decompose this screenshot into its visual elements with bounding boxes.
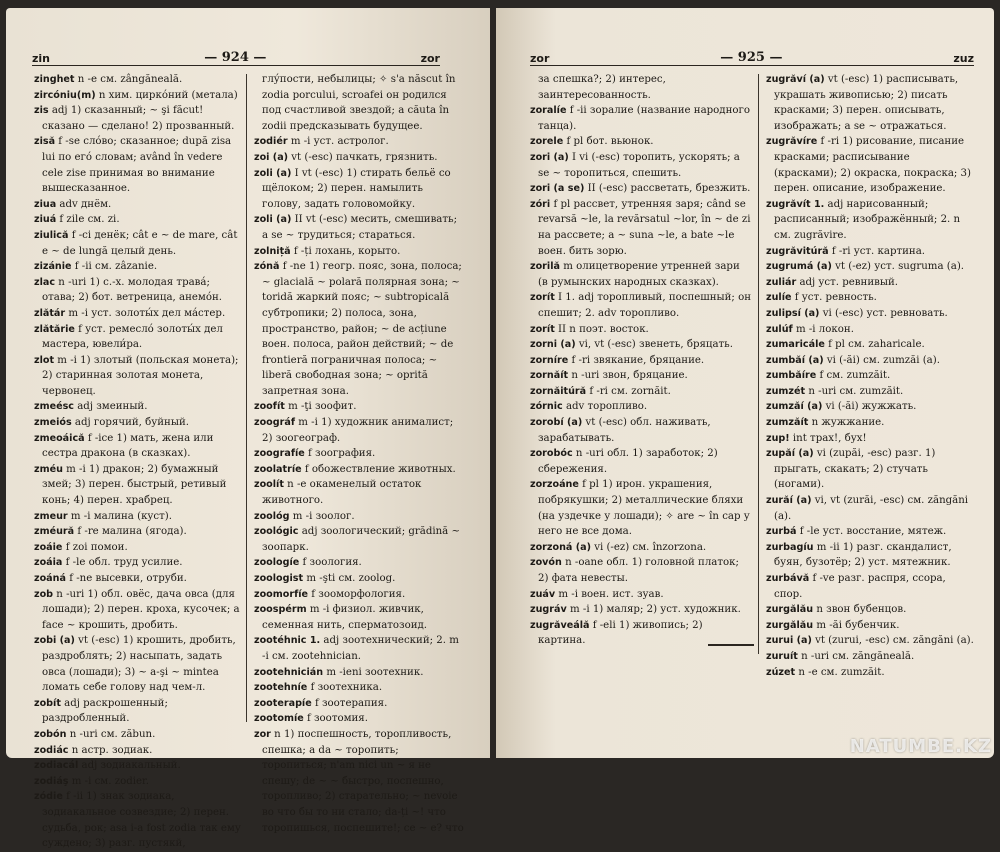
watermark: NATUMBE.KZ — [849, 736, 992, 757]
dictionary-entry: zumbăíre f см. zumzăit. — [766, 370, 891, 382]
dictionary-entry: zugrumá (a) vt (-ez) уст. sugruma (a). — [766, 261, 965, 273]
left-column-divider — [246, 74, 247, 722]
dictionary-entry: zugrăveálă f -eli 1) живопись; 2) картина. — [530, 619, 703, 647]
dictionary-entry: zoralíe f -ii зоралие (название народного танца). — [530, 105, 750, 132]
dictionary-entry: zorobí (a) vt (-esc) обл. наживать, зарабатывать. — [530, 417, 711, 444]
dictionary-entry: zurgălău m -ăi бубенчик. — [766, 619, 900, 631]
dictionary-entry: zoli (a) II vt (-esc) месить, смешивать; a se ~ трудиться; стараться. — [254, 214, 458, 241]
dictionary-entry: zorníre f -ri звякание, бряцание. — [530, 354, 705, 366]
dictionary-entry: zugrăvitúră f -ri уст. картина. — [766, 245, 926, 257]
dictionary-entry: zorele f pl бот. вьюнок. — [530, 136, 654, 148]
dictionary-entry: zulíe f уст. ревность. — [766, 292, 877, 304]
dictionary-entry: zis adj 1) сказанный; ~ şi făcut! сказано — сделано! 2) прозванный. — [34, 105, 235, 132]
dictionary-entry: zorít II n поэт. восток. — [530, 323, 649, 335]
dictionary-entry: zmeiós adj горячий, буйный. — [34, 417, 189, 429]
left-guide-word-first: zin — [32, 52, 51, 65]
dictionary-entry: zoologist m -şti см. zoolog. — [254, 573, 396, 584]
dictionary-entry: zinghet n -e см. zângăneală. — [34, 74, 183, 85]
dictionary-entry: zolniță f -ți лохань, корыто. — [254, 245, 401, 257]
dictionary-entry: zoáia f -le обл. труд усилие. — [34, 557, 183, 569]
right-page-number: — 925 — — [720, 50, 783, 65]
dictionary-entry: zodiér m -i уст. астролог. — [254, 136, 389, 148]
dictionary-entry: zori (a) I vi (-esc) торопить, ускорять; a se ~ торопиться, спешить. — [530, 151, 740, 179]
dictionary-entry: zootehníe f зоотехника. — [254, 682, 383, 694]
dictionary-entry: zuliár adj уст. ревнивый. — [766, 276, 898, 288]
dictionary-entry: zurbá f -le уст. восстание, мятеж. — [766, 526, 947, 538]
dictionary-entry: zónă f -ne 1) геогр. пояс, зона, полоса; ~ glacială ~ polară полярная зона; ~ toridă жаркий пояс; ~ subtropicală субтропики; 2) полоса, зона, пространство, район; ~ de acțiune воен. полоса, район действий; ~ de frontieră пограничная полоса; ~ liberă свободная зона; ~ oprită запретная зона. — [254, 261, 462, 397]
dictionary-entry: zorzoáne f pl 1) ирон. украшения, побрякушки; 2) металлические бляхи (на уздечке у лошади); ✧ are ~ în cap у него не все дома. — [530, 479, 750, 538]
dictionary-entry: zoáie f zoi помои. — [34, 541, 128, 553]
dictionary-entry: zootehnicián m -ieni зоотехник. — [254, 666, 424, 678]
dictionary-entry: zornăitúră f -ri см. zornăit. — [530, 385, 671, 397]
dictionary-entry: zoi (a) vt (-esc) пачкать, грязнить. — [254, 151, 438, 163]
dictionary-entry: zoomorfíe f зооморфология. — [254, 588, 406, 600]
dictionary-entry: zoolatríe f обожествление животных. — [254, 463, 456, 475]
dictionary-entry: zisă f -se сло́во; сказанное; după zisa lui по его́ словам; având în vedere cele zise принимая во внимание вышесказанное. — [34, 136, 232, 195]
right-guide-word-first: zor — [530, 52, 550, 65]
right-page-column-2 — [766, 72, 974, 680]
dictionary-entry: zorobóc n -uri обл. 1) заработок; 2) сбережения. — [530, 448, 718, 475]
dictionary-entry: zugrăvíre f -ri 1) рисование, писание красками; расписывание (красками); 2) окраска, покраска; 3) перен. описание, изображение. — [766, 136, 972, 195]
dictionary-entry: zorni (a) vi, vt (-esc) звенеть, бряцать. — [530, 339, 733, 351]
dictionary-entry: zmeur m -i малина (куст). — [34, 510, 172, 522]
dictionary-entry: zovón n -oane обл. 1) головной платок; 2) фата невесты. — [530, 557, 739, 584]
left-page-column-2 — [254, 72, 464, 836]
left-guide-word-last: zor — [420, 52, 440, 65]
dictionary-entry: zor n 1) поспешность, торопливость, спешка; a da ~ торопить; торопиться; n'am nici un ~ я не спешу; de ~ ~ быстро, поспешно, торопливо; 2) старательно; ~ nevoie во что бы то ни стало; da-ți ~! что торопишься, поспешите!; ce ~ e? что — [254, 728, 464, 834]
dictionary-entry: zurbagíu m -ii 1) разг. скандалист, буян, бузотёр; 2) уст. мятежник. — [766, 541, 952, 569]
dictionary-entry: zurui (a) vt (zurui, -esc) см. zăngăni (a). — [766, 635, 974, 647]
dictionary-entry: zumzăí (a) vi (-ăi) жужжать. — [766, 401, 917, 413]
dictionary-entry: zoologíe f зоология. — [254, 557, 362, 569]
dictionary-entry: zoáná f -ne высевки, отруби. — [34, 573, 187, 584]
dictionary-entry: zugrăvít 1. adj нарисованный; расписанный; изображённый; 2. n см. zugrăvire. — [766, 198, 961, 241]
dictionary-entry: zootomíe f зоотомия. — [254, 713, 368, 725]
dictionary-entry: zootéhnic 1. adj зоотехнический; 2. m -i см. zootehnician. — [254, 635, 459, 662]
dictionary-entry: zoológ m -i зоолог. — [254, 510, 355, 522]
dictionary-entry: zumaricále f pl см. zaharicale. — [766, 339, 925, 351]
dictionary-entry: zmeoáică f -ice 1) мать, жена или сестра дракона (в сказках). — [34, 432, 214, 460]
right-page-header — [530, 40, 974, 66]
right-column-divider — [758, 74, 759, 654]
dictionary-entry: zizánie f -ii см. zâzanie. — [34, 261, 158, 273]
dictionary-entry: zméură f -re малина (ягода). — [34, 526, 187, 538]
dictionary-entry: zugrăví (a) vt (-esc) 1) расписывать, украшать живописью; 2) писать красками; 3) перен. описывать, изображать; a se ~ отражаться. — [766, 74, 959, 132]
dictionary-entry: zódie f -ii 1) знак зодиака, зодиакальное созвездие; 2) перен. судьба, рок; asa i-a fost zodia так ему суждено; 3) разг. пустякй, — [34, 791, 241, 850]
dictionary-entry: zoográf m -i 1) художник анималист; 2) зоогеограф. — [254, 417, 454, 444]
right-page — [496, 8, 994, 758]
dictionary-entry: zumzét n -uri см. zumzăit. — [766, 385, 904, 397]
dictionary-entry: zugráv m -i 1) маляр; 2) уст. художник. — [530, 604, 741, 616]
dictionary-entry: zorít I 1. adj торопливый, поспешный; он спешит; 2. adv торопливо. — [530, 292, 752, 319]
dictionary-entry: zodiác n астр. зодиак. — [34, 744, 153, 756]
dictionary-entry: zlătărie f уст. ремесло́ золоты́х дел мастера, ювели́ра. — [34, 323, 223, 351]
dictionary-entry: ziulică f -ci денёк; cât e ~ de mare, cât e ~ de lungă целый день. — [34, 229, 238, 257]
dictionary-entry: zoli (a) I vt (-esc) 1) стирать бельё со щёлоком; 2) перен. намылить голову, задать головомойку. — [254, 167, 451, 210]
dictionary-entry: zodiáş m -i см. zodier. — [34, 775, 149, 787]
dictionary-entry: zornăít n -uri звон, бряцание. — [530, 370, 688, 382]
dictionary-entry: ziua adv днём. — [34, 198, 112, 210]
dictionary-entry: zuruít n -uri см. zăngăneală. — [766, 650, 915, 662]
left-page-header — [32, 40, 440, 66]
dictionary-entry: zulipsí (a) vi (-esc) уст. ревновать. — [766, 307, 948, 319]
dictionary-entry: zúzet n -e см. zumzăit. — [766, 666, 885, 678]
dictionary-entry: zlac n -uri 1) с.-х. молодая трава́; отава; 2) бот. ветреница, анемо́н. — [34, 276, 223, 304]
dictionary-entry: zmeésc adj змеиный. — [34, 401, 148, 413]
dictionary-entry: zooterapíe f зоотерапия. — [254, 697, 388, 709]
dictionary-entry: zircóniu(m) n хим. цирко́ний (метала) — [34, 89, 238, 101]
dictionary-entry: zob n -uri 1) обл. овёс, дача овса (для лошади); 2) перен. кроха, кусочек; a face ~ крошить, дробить. — [34, 588, 240, 631]
dictionary-entry: zup! int трах!, бух! — [766, 432, 867, 444]
dictionary-entry: zoospérm m -i физиол. живчик, семенная нить, сперматозоид. — [254, 604, 428, 631]
dictionary-entry: zuáv m -i воен. ист. зуав. — [530, 588, 664, 600]
dictionary-entry: zobít adj раскрошенный; раздробленный. — [34, 697, 168, 725]
end-of-letter-rule — [708, 644, 754, 646]
dictionary-entry: zobi (a) vt (-esc) 1) крошить, дробить, раздроблять; 2) насыпать, задать овса (лошади); 3) ~ a-şi ~ mintea ломать себе голову над чем-л. — [34, 635, 236, 694]
dictionary-entry: zumzăít n жужжание. — [766, 417, 885, 429]
dictionary-entry: zori (a se) II (-esc) рассветать, брезжить. — [530, 183, 751, 195]
left-page-column-1 — [34, 72, 242, 852]
dictionary-entry: zurgălău n звон бубенцов. — [766, 604, 907, 616]
dictionary-entry: zurăí (a) vi, vt (zurăi, -esc) см. zăngăni (a). — [766, 495, 969, 522]
dictionary-entry: zoofít m -ţi зоофит. — [254, 401, 357, 413]
dictionary-entry: zurbávă f -ve разг. распря, ссора, спор. — [766, 573, 946, 600]
dictionary-entry: zméu m -i 1) дракон; 2) бумажный змей; 3) перен. быстрый, ретивый конь; 4) перен. храбрец. — [34, 463, 227, 507]
dictionary-entry: zlot m -i 1) злотый (польская монета); 2) старинная золотая монета, червонец. — [34, 354, 239, 397]
dictionary-entry: zoografíe f зоография. — [254, 448, 376, 460]
dictionary-entry: zoológic adj зоологический; grădină ~ зоопарк. — [254, 526, 461, 553]
dictionary-entry: zumbăí (a) vi (-ăi) см. zumzăi (a). — [766, 354, 940, 366]
dictionary-entry: zóri f pl рассвет, утренняя заря; când se revarsă ~le, la revărsatul ~lor, în ~ de zi на рассвете; a ~ suna ~le, a bate ~le воен. бить зорю. — [530, 198, 751, 257]
right-guide-word-last: zuz — [953, 52, 974, 65]
dictionary-entry: zlătár m -i уст. золоты́х дел ма́стер. — [34, 307, 226, 319]
left-page — [6, 8, 490, 850]
dictionary-entry: zobón n -uri см. zăbun. — [34, 728, 156, 740]
dictionary-entry: zodiacál adj зодиакальный. — [34, 760, 181, 772]
dictionary-entry: zulúf m -i локон. — [766, 323, 854, 335]
dictionary-entry: ziuá f zile см. zi. — [34, 214, 120, 226]
left-page-number: — 924 — — [204, 50, 267, 65]
dictionary-entry: zorzoná (a) vi (-ez) см. înzorzona. — [530, 541, 707, 553]
dictionary-entry: глу́пости, небылицы; ✧ s'a născut în zodia porcului, scroafei он родился под счастливой звездой; a căuta în zodii предсказывать будущее. — [262, 74, 456, 132]
dictionary-entry: zoolít n -e окаменелый остаток животного. — [254, 479, 422, 507]
dictionary-entry: zórnic adv торопливо. — [530, 401, 648, 413]
dictionary-entry: за спешка?; 2) интерес, заинтересованность. — [538, 74, 666, 101]
right-page-column-1 — [530, 72, 752, 649]
dictionary-entry: zupăí (a) vi (zupăi, -esc) разг. 1) прыгать, скакать; 2) стучать (ногами). — [766, 448, 936, 491]
dictionary-entry: zorilă m олицетворение утренней зари (в румынских народных сказках). — [530, 261, 740, 288]
